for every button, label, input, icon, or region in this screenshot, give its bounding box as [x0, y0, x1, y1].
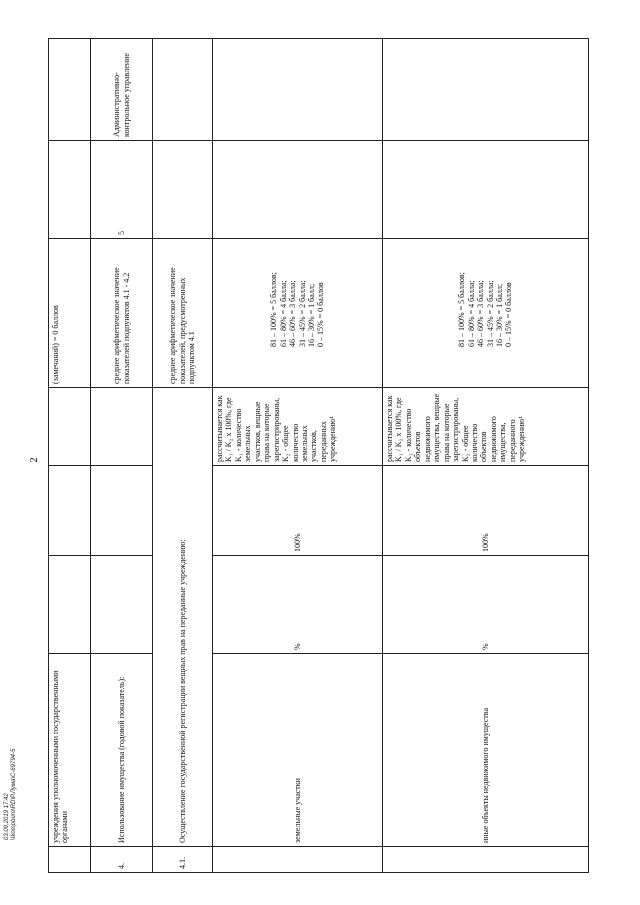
cell-resp — [153, 39, 213, 141]
file-stamp — [4, 720, 26, 840]
cell-resp: Административно-контрольное управление — [91, 39, 153, 141]
cell-num: 4. — [91, 847, 153, 873]
table-row-continuation — [49, 39, 91, 873]
cell-norm: 100% — [213, 466, 383, 556]
cell-score: среднее арифметическое значение показателей подпунктов 4.1 - 4.2 — [91, 239, 153, 388]
cell-calc: рассчитывается как K₁ / K₂ x 100%, где K₁ - количество земельных участков, вещные права на которые зарегистрированы, K₂ - общее количество земельных участков, переданных учреждению¹ — [213, 388, 383, 466]
cell-unit: % — [213, 556, 383, 654]
rotated-table-sheet — [48, 39, 588, 873]
criteria-table — [48, 38, 589, 873]
file-stamp-path: \\kompburo\RD\Р.Лума\С-69794-5 — [11, 748, 18, 840]
cell-weight — [383, 141, 589, 239]
cell-name: Использование имущества (годовой показатель): — [91, 654, 153, 847]
cell-name: Осуществление государственной регистрации вещных прав на переданные учреждению: — [153, 388, 213, 847]
table-row-4 — [91, 39, 153, 873]
cell-unit: % — [383, 556, 589, 654]
cell-weight — [213, 141, 383, 239]
cell-weight: 5 — [91, 141, 153, 239]
cell-name: иные объекты недвижимого имущества — [383, 654, 589, 847]
cell-name: учреждения уполномоченными государственными органами — [49, 654, 91, 847]
table-row-realty — [383, 39, 589, 873]
table-row-4-1 — [153, 39, 213, 873]
cell-calc: рассчитывается как K₁ / K₂ x 100%, где K₁ - количество объектов недвижимого имущества, вещные права на которые зарегистрированы, K₂ - общее количество объектов недвижимого имущества, переданного учреждению¹ — [383, 388, 589, 466]
file-stamp-date: 03.09.2019 17:42 — [4, 793, 10, 840]
cell-resp — [49, 39, 91, 141]
cell-norm — [91, 466, 153, 556]
cell-score: среднее арифметическое значение показателей, предусмотренных подпунктом 4.1 — [153, 239, 213, 388]
cell-calc — [49, 388, 91, 466]
cell-score: (замечаний) = 0 баллов — [49, 239, 91, 388]
cell-num: 4.1. — [153, 847, 213, 873]
page-number: 2 — [28, 457, 40, 463]
cell-num — [49, 847, 91, 873]
cell-resp — [213, 39, 383, 141]
cell-weight — [153, 141, 213, 239]
cell-num — [213, 847, 383, 873]
cell-unit — [91, 556, 153, 654]
cell-norm — [49, 466, 91, 556]
cell-unit — [49, 556, 91, 654]
table-row-land — [213, 39, 383, 873]
cell-score: 81 – 100% = 5 баллов; 61 – 80% = 4 балла; 46 – 60% = 3 балла; 31 – 45% = 2 балла; 16 – 30% = 1 балл; 0 – 15% = 0 баллов — [383, 239, 589, 388]
cell-norm: 100% — [383, 466, 589, 556]
cell-weight — [49, 141, 91, 239]
cell-calc — [91, 388, 153, 466]
cell-score: 81 – 100% = 5 баллов; 61 – 80% = 4 балла; 46 – 60% = 3 балла; 31 – 45% = 2 балла; 16 – 30% = 1 балл; 0 – 15% = 0 баллов — [213, 239, 383, 388]
cell-resp — [383, 39, 589, 141]
cell-name: земельные участки — [213, 654, 383, 847]
cell-num — [383, 847, 589, 873]
